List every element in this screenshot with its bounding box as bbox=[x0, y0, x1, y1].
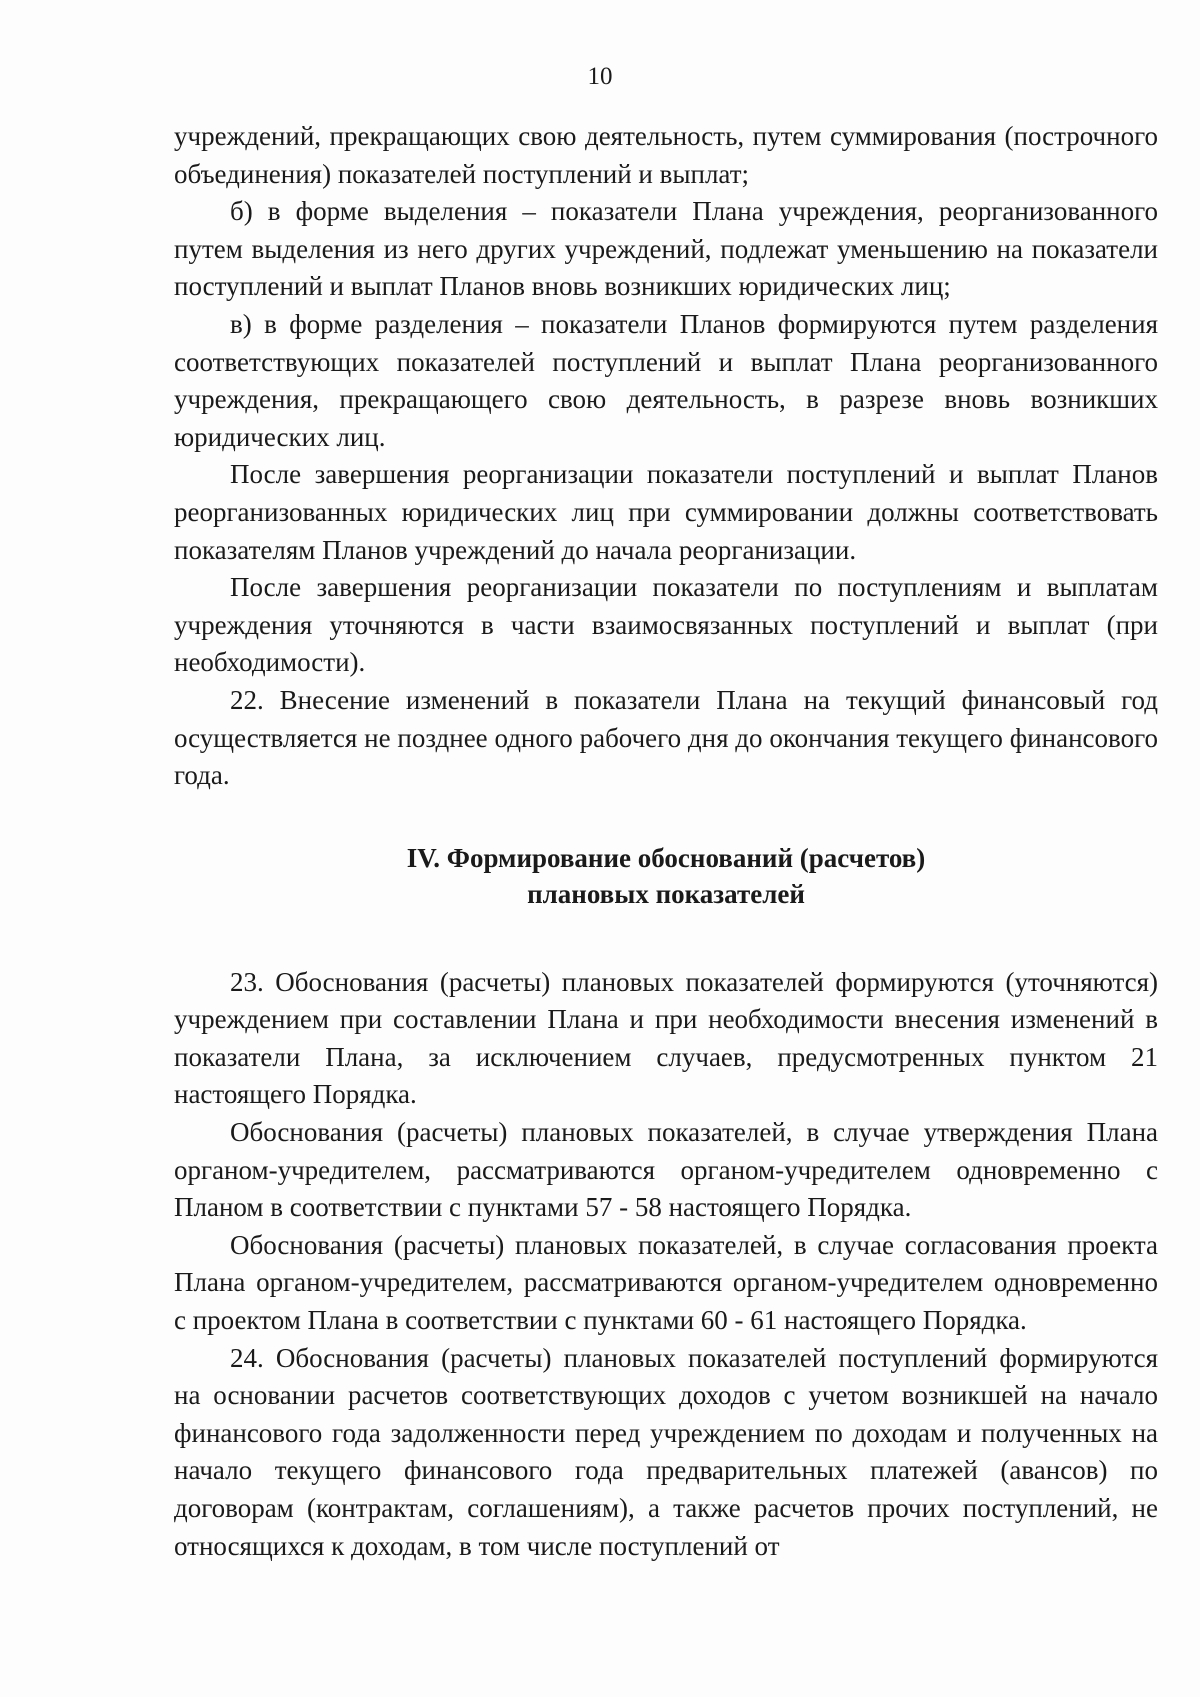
page-number: 10 bbox=[587, 63, 613, 90]
paragraph-item-22: 22. Внесение изменений в показатели Плана на текущий финансовый год осуществляется не позднее одного рабочего дня до окончания текущего финансового года. bbox=[174, 684, 1158, 791]
paragraph-item-b: б) в форме выделения – показатели Плана учреждения, реорганизованного путем выделения из него других учреждений, подлежат уменьшению на показатели поступлений и выплат Планов вновь возникших юридических лиц; bbox=[174, 196, 1158, 302]
paragraph-continuation: учреждений, прекращающих свою деятельность, путем суммирования (построчного объединения) показателей поступлений и выплат; bbox=[174, 121, 1158, 189]
section-heading-line-2: плановых показателей bbox=[527, 878, 805, 909]
paragraph-agreement: Обоснования (расчеты) плановых показателей, в случае согласования проекта Плана органом-учредителем, рассматриваются органом-учредителем одновременно с проектом Плана в соответствии с пунктами 60 - 61 настоящего Порядка. bbox=[174, 1229, 1158, 1336]
paragraph-after-reorganization-2: После завершения реорганизации показатели по поступлениям и выплатам учреждения уточняются в части взаимосвязанных поступлений и выплат (при необходимости). bbox=[174, 572, 1158, 678]
paragraph-item-24: 24. Обоснования (расчеты) плановых показателей поступлений формируются на основании расчетов соответствующих доходов с учетом возникшей на начало финансового года задолженности перед учреждением по доходам и полученных на начало текущего финансового года предварительных платежей (авансов) по договорам (контрактам, соглашениям), а также расчетов прочих поступлений, не относящихся к доходам, в том числе поступлений от bbox=[174, 1342, 1158, 1561]
paragraph-item-23: 23. Обоснования (расчеты) плановых показателей формируются (уточняются) учреждением при составлении Плана и при необходимости внесения изменений в показатели Плана, за исключением случаев, предусмотренных пунктом 21 настоящего Порядка. bbox=[174, 966, 1158, 1110]
section-heading-line-1: IV. Формирование обоснований (расчетов) bbox=[406, 842, 926, 873]
paragraph-after-reorganization-1: После завершения реорганизации показатели поступлений и выплат Планов реорганизованных юридических лиц при суммировании должны соответствовать показателям Планов учреждений до начала реорганизации. bbox=[174, 459, 1158, 565]
paragraph-approval: Обоснования (расчеты) плановых показателей, в случае утверждения Плана органом-учредителем, рассматриваются органом-учредителем одновременно с Планом в соответствии с пунктами 57 - 58 настоящего Порядка. bbox=[174, 1117, 1158, 1223]
section-heading bbox=[174, 840, 1158, 912]
document-body bbox=[174, 118, 1158, 1565]
paragraph-item-v: в) в форме разделения – показатели Планов формируются путем разделения соответствующих показателей поступлений и выплат Плана реорганизованного учреждения, прекращающего свою деятельность, в разрезе вновь возникших юридических лиц. bbox=[174, 308, 1158, 452]
